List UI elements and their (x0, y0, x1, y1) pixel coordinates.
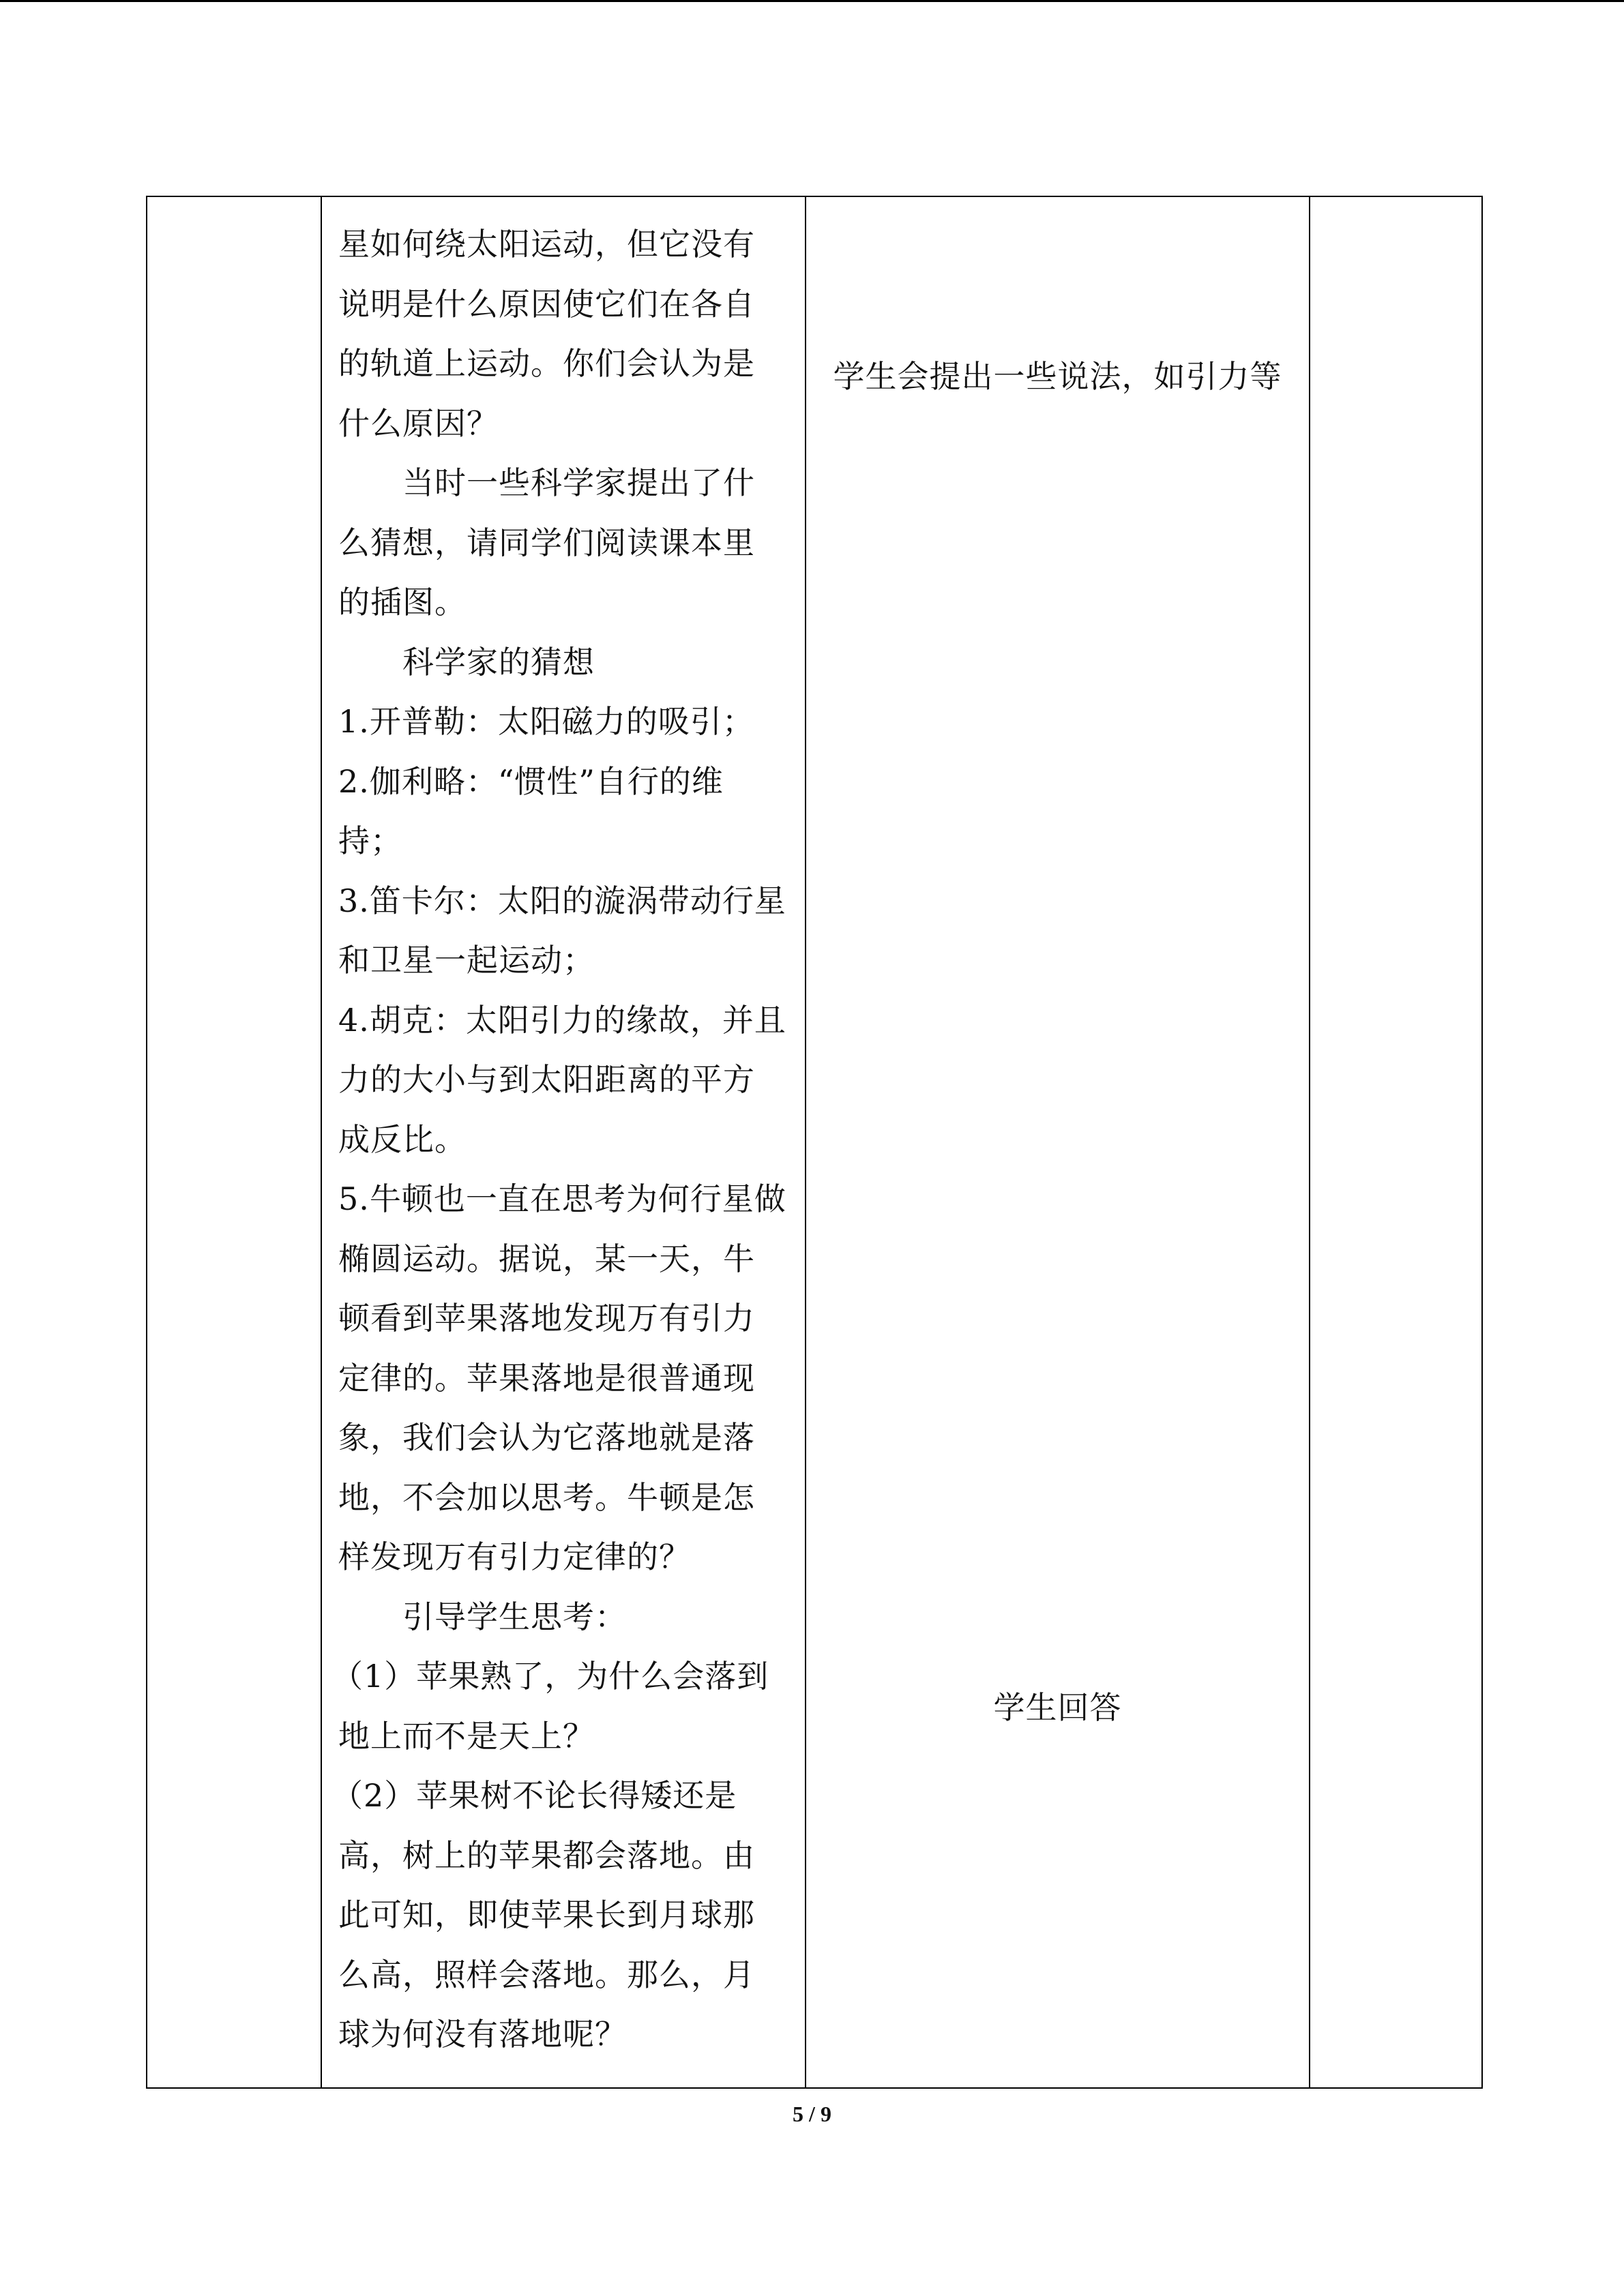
teacher-text-line: 定律的。苹果落地是很普通现 (338, 1359, 755, 1397)
teacher-text-line: 当时一些科学家提出了什 (402, 464, 755, 501)
teacher-text-line: 球为何没有落地呢？ (338, 2016, 627, 2053)
teacher-activity-text (331, 215, 788, 2065)
teacher-text-line: 样发现万有引力定律的？ (338, 1538, 691, 1575)
teacher-text-line: 么高，照样会落地。那么，月 (338, 1956, 755, 1993)
student-response-1: 学生会提出一些说法，如引力等 (833, 358, 1282, 395)
top-border-line (0, 0, 1624, 2)
teacher-text-line: 和卫星一起运动； (338, 942, 595, 979)
teacher-text-line: 引导学生思考： (402, 1598, 627, 1635)
teacher-text-line: 的轨道上运动。你们会认为是 (338, 345, 755, 382)
teacher-text-line: 地上而不是天上？ (338, 1717, 595, 1755)
teacher-text-line: 成反比。 (338, 1120, 467, 1158)
table-row (147, 196, 1482, 2088)
teacher-text-line: 科学家的猜想 (402, 643, 595, 681)
student-activity-cell (806, 196, 1310, 2088)
teacher-text-line: 3.笛卡尔：太阳的漩涡带动行星 (338, 882, 786, 919)
teacher-text-line: 么猜想，请同学们阅读课本里 (338, 524, 755, 561)
teacher-text-line: 5.牛顿也一直在思考为何行星做 (338, 1180, 786, 1217)
teacher-text-line: 力的大小与到太阳距离的平方 (338, 1061, 755, 1098)
teacher-text-line: 什么原因？ (338, 404, 499, 442)
lesson-plan-table (146, 196, 1483, 2089)
teacher-activity-cell (321, 196, 806, 2088)
teacher-text-line: 顿看到苹果落地发现万有引力 (338, 1300, 755, 1337)
stage-cell (147, 196, 321, 2088)
teacher-text-line: 椭圆运动。据说，某一天，牛 (338, 1240, 755, 1277)
teacher-text-line: 4.胡克：太阳引力的缘故，并且 (338, 1001, 786, 1039)
teacher-text-line: （1）苹果熟了，为什么会落到 (331, 1658, 769, 1695)
teacher-text-line: 说明是什么原因使它们在各自 (338, 285, 755, 323)
teacher-text-line: 的插图。 (338, 584, 467, 621)
teacher-text-line: （2）苹果树不论长得矮还是 (331, 1777, 737, 1814)
teacher-text-line: 地，不会加以思考。牛顿是怎 (338, 1478, 755, 1516)
teacher-text-line: 2.伽利略：“惯性”自行的维 (338, 762, 724, 800)
notes-cell (1310, 196, 1482, 2088)
teacher-text-line: 象，我们会认为它落地就是落 (338, 1419, 755, 1456)
teacher-text-line: 1.开普勒：太阳磁力的吸引； (338, 703, 754, 740)
page-number: 5 / 9 (793, 2102, 831, 2126)
teacher-text-line: 持； (338, 822, 402, 859)
teacher-text-line: 星如何绕太阳运动，但它没有 (338, 226, 755, 263)
teacher-text-line: 此可知，即使苹果长到月球那 (338, 1896, 755, 1933)
student-response-2: 学生回答 (993, 1689, 1122, 1726)
teacher-text-line: 高，树上的苹果都会落地。由 (338, 1836, 755, 1874)
